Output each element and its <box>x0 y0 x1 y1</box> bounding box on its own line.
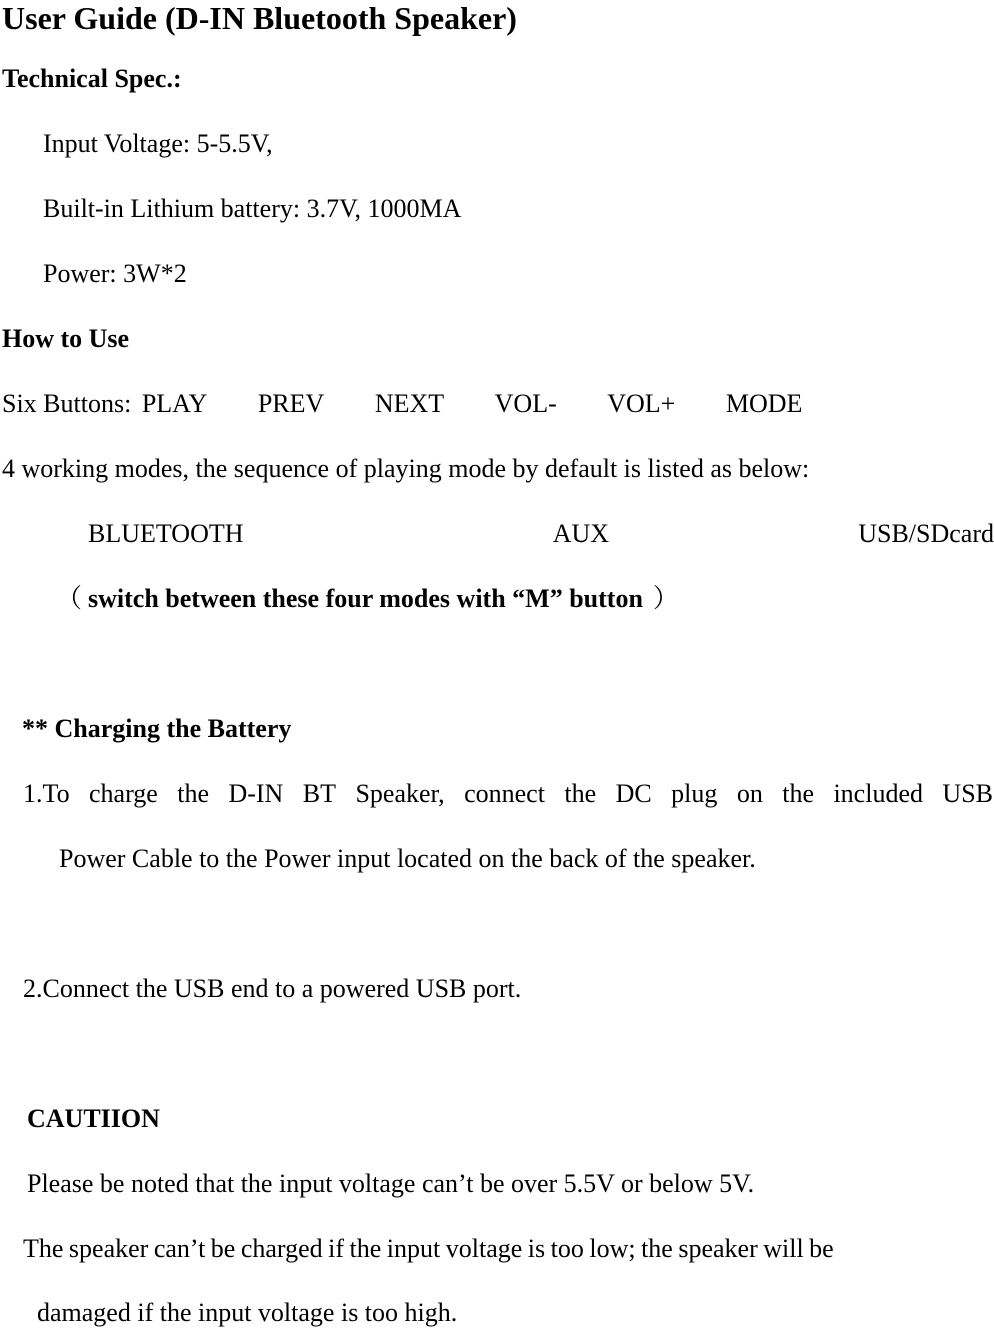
button-label-vol-down: VOL- <box>494 389 557 418</box>
mode-bluetooth: BLUETOOTH <box>88 519 244 548</box>
caution-line-3: damaged if the input voltage is too high. <box>37 1298 458 1327</box>
buttons-prefix: Six Buttons: <box>2 389 132 418</box>
step1-word: charge <box>89 779 158 808</box>
modes-list <box>88 518 994 550</box>
step1-word: plug <box>671 779 718 808</box>
step1-word: the <box>782 779 815 808</box>
step1-word: DC <box>615 779 652 808</box>
button-label-mode: MODE <box>725 389 803 418</box>
spec-power: Power: 3W*2 <box>43 259 187 288</box>
step1-word: BT <box>302 779 337 808</box>
step1-word: 1.To <box>23 779 70 808</box>
charging-step-1-continued: Power Cable to the Power input located on the back of the speaker. <box>59 844 756 873</box>
buttons-list <box>2 388 802 420</box>
paren-open: （ <box>56 584 83 613</box>
step1-word: USB <box>942 779 993 808</box>
step1-word: included <box>833 779 923 808</box>
button-label-next: NEXT <box>374 389 445 418</box>
button-label-play: PLAY <box>141 389 208 418</box>
step1-word: on <box>736 779 763 808</box>
switch-note <box>56 583 679 615</box>
spec-heading: Technical Spec.: <box>2 64 182 93</box>
caution-line-2: The speaker can’t be charged if the input voltage is too low; the speaker will be <box>23 1234 834 1263</box>
caution-line-1: Please be noted that the input voltage can’t be over 5.5V or below 5V. <box>27 1169 755 1198</box>
button-label-prev: PREV <box>257 389 325 418</box>
switch-note-text: switch between these four modes with “M” button <box>88 584 643 613</box>
step1-word: Speaker, <box>355 779 445 808</box>
page-title: User Guide (D-IN Bluetooth Speaker) <box>2 0 517 36</box>
spec-input-voltage: Input Voltage: 5-5.5V, <box>43 129 273 158</box>
spec-battery: Built-in Lithium battery: 3.7V, 1000MA <box>43 194 462 223</box>
paren-close: ） <box>652 584 679 613</box>
step1-word: the <box>564 779 597 808</box>
caution-heading: CAUTIION <box>27 1104 160 1133</box>
how-to-use-heading: How to Use <box>2 324 130 353</box>
mode-usb-sdcard: USB/SDcard <box>858 519 994 548</box>
charging-step-1 <box>23 778 993 810</box>
step1-word: connect <box>464 779 545 808</box>
charging-heading: ** Charging the Battery <box>22 714 292 743</box>
button-label-vol-up: VOL+ <box>607 389 676 418</box>
charging-step-2: 2.Connect the USB end to a powered USB port. <box>23 974 522 1003</box>
modes-intro: 4 working modes, the sequence of playing mode by default is listed as below: <box>2 454 810 483</box>
step1-word: the <box>177 779 210 808</box>
mode-aux: AUX <box>552 519 610 548</box>
step1-word: D-IN <box>228 779 284 808</box>
